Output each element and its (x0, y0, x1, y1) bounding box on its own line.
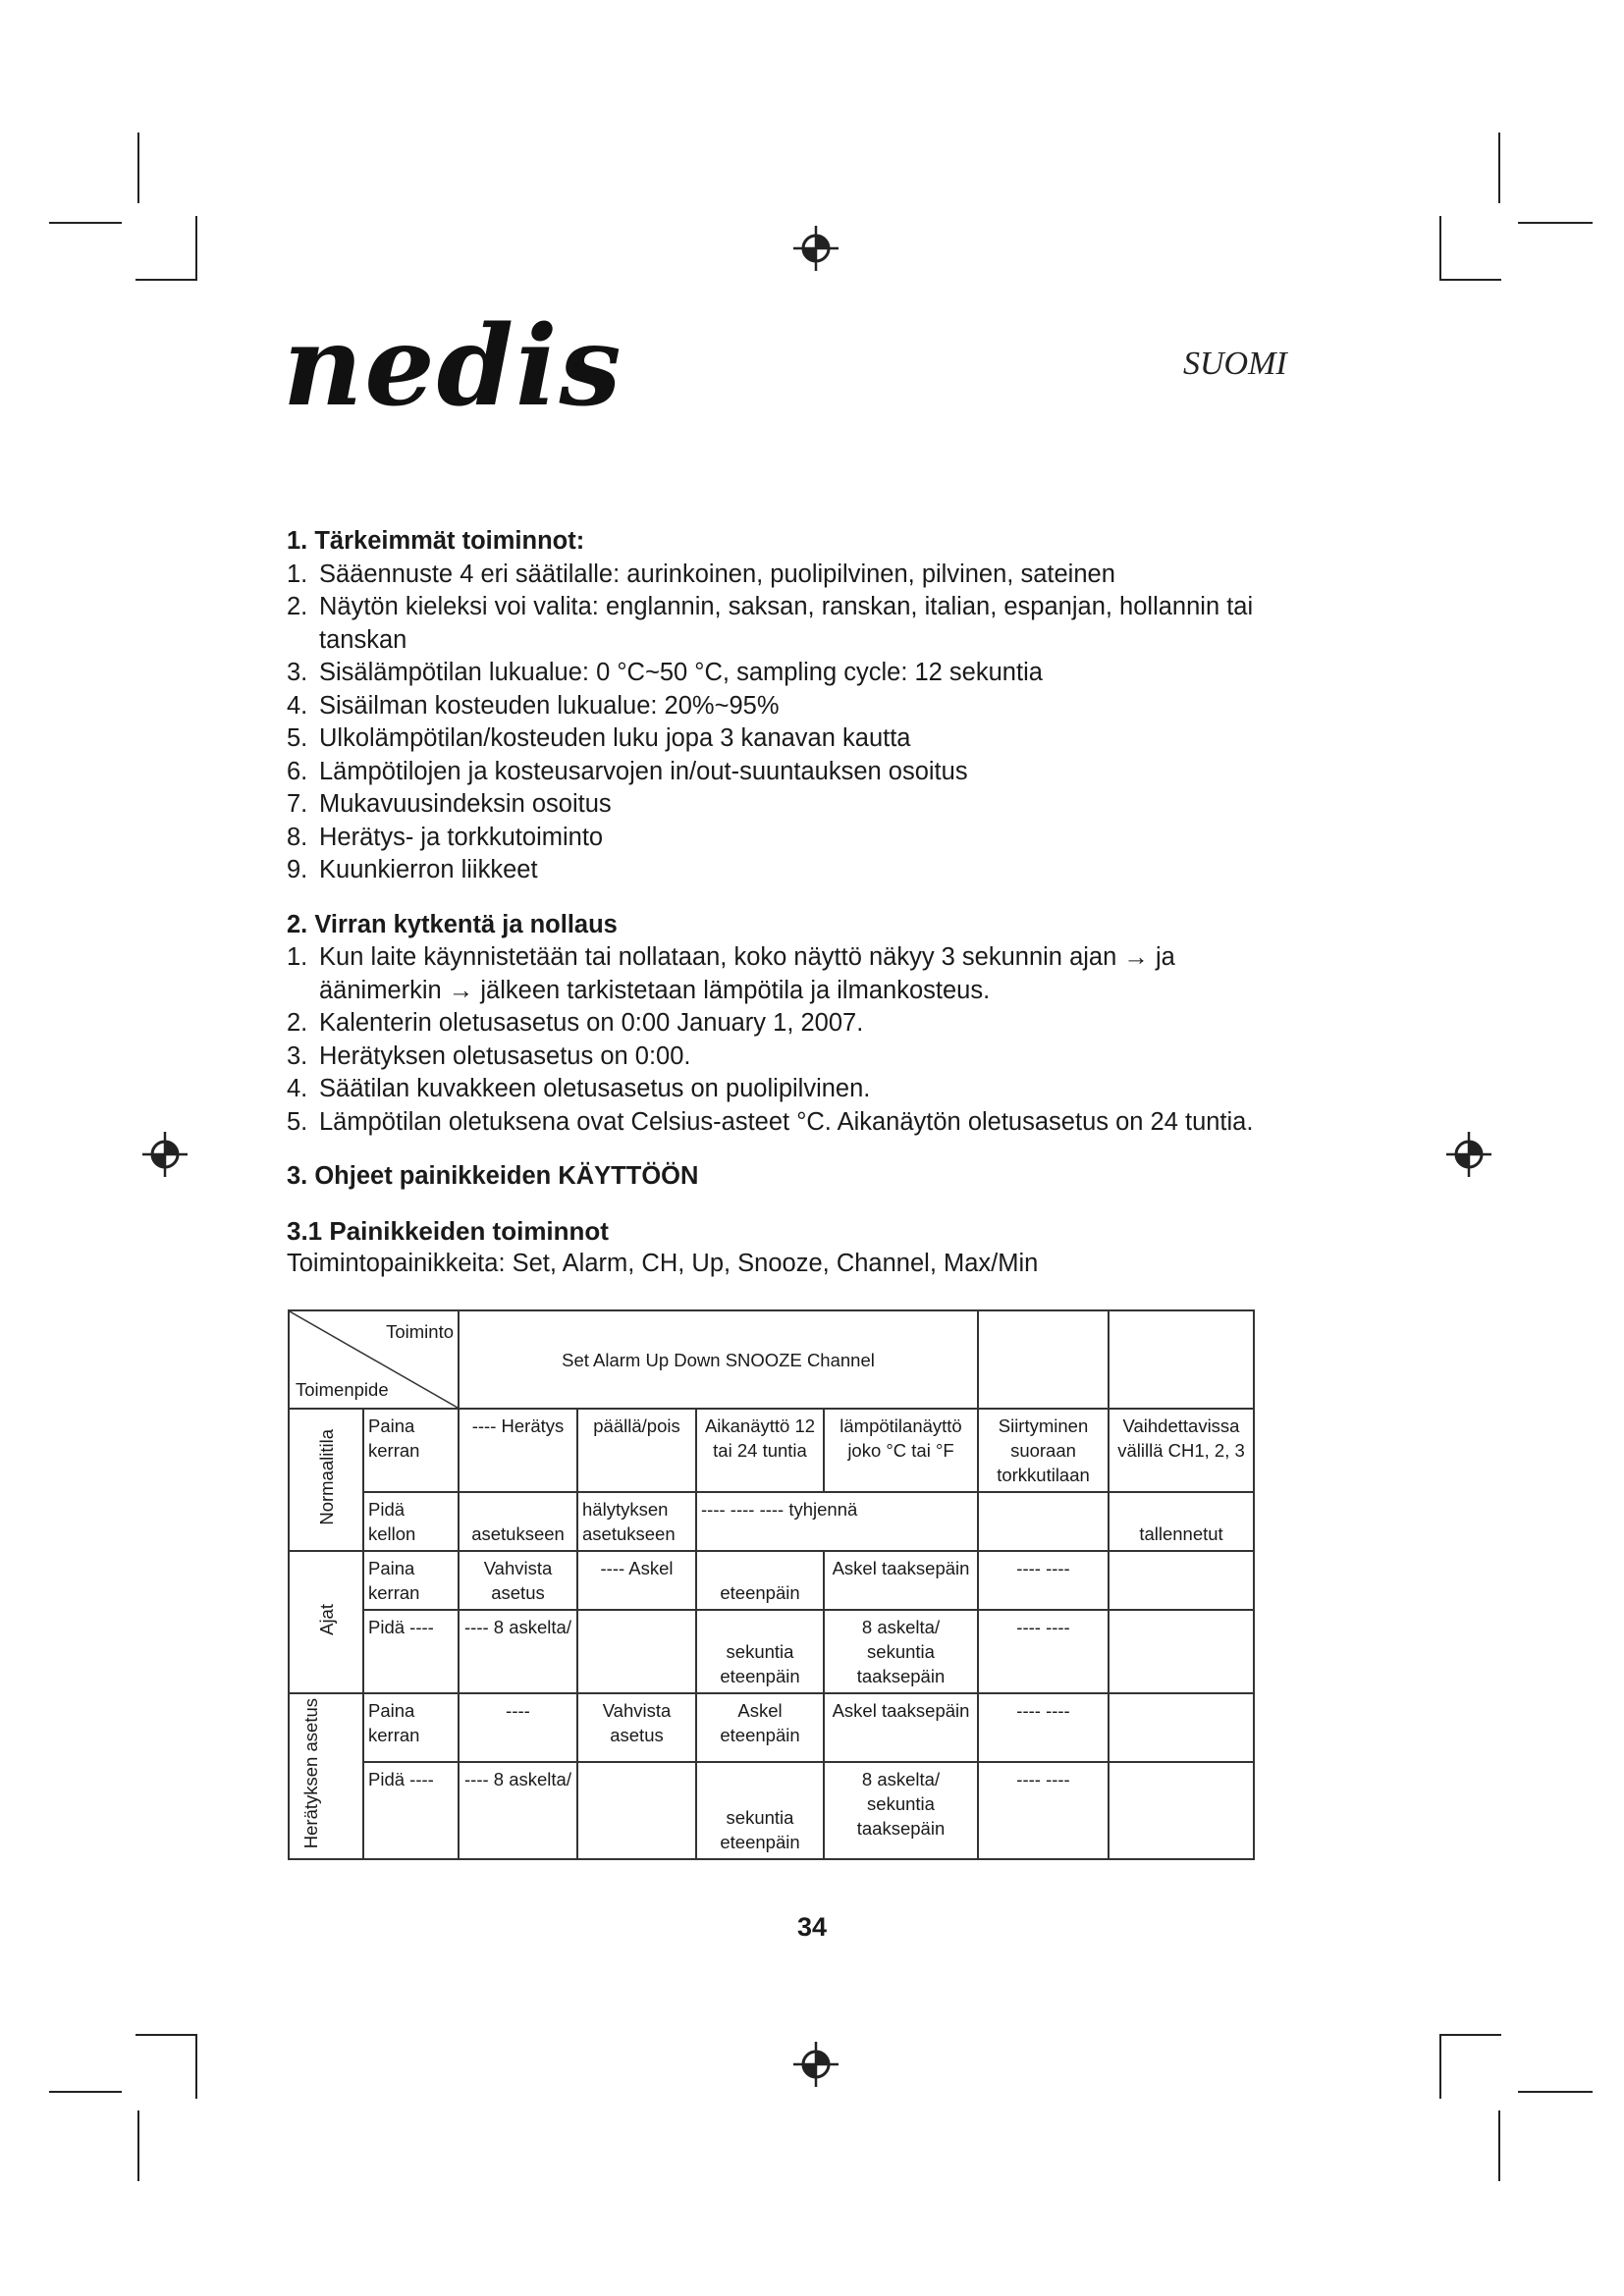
crop-mark (49, 2091, 122, 2093)
section-2-title: 2. Virran kytkentä ja nollaus (287, 910, 618, 938)
registration-mark-icon (140, 1130, 189, 1179)
crop-mark (137, 133, 139, 203)
section-1-list (287, 559, 1269, 887)
list-item: 5. Lämpötilan oletuksena ovat Celsius-asteet °C. Aikanäytön oletusasetus on 24 tuntia. (287, 1107, 1254, 1136)
crop-mark (1439, 2034, 1501, 2036)
table-cell (1109, 1762, 1254, 1859)
list-item: 8. Herätys- ja torkkutoiminto (287, 823, 604, 851)
group-label: Herätyksen asetus (289, 1693, 363, 1859)
list-item: 5. Ulkolämpötilan/kosteuden luku jopa 3 kanavan kautta (287, 724, 911, 752)
list-item: 3. Sisälämpötilan lukualue: 0 °C~50 °C, sampling cycle: 12 sekuntia (287, 659, 1043, 686)
table-cell: Askel taaksepäin (824, 1693, 978, 1762)
crop-mark (135, 2034, 197, 2036)
list-item: 2. Kalenterin oletusasetus on 0:00 January 1, 2007. (287, 1009, 864, 1037)
list-item: 2. Näytön kieleksi voi valita: englannin, saksan, ranskan, italian, espanjan, hollannin tai tanskan (287, 593, 1254, 654)
list-item: 4. Säätilan kuvakkeen oletusasetus on puolipilvinen. (287, 1075, 871, 1102)
page-number: 34 (796, 1912, 828, 1942)
table-cell: Vaihdettavissa välillä CH1, 2, 3 (1109, 1409, 1254, 1492)
table-cell: Siirtyminen suoraan torkkutilaan (978, 1409, 1109, 1492)
corner-top-label: Toiminto (386, 1321, 454, 1342)
list-item: 6. Lämpötilojen ja kosteusarvojen in/out-suuntauksen osoitus (287, 757, 968, 785)
table-cell: ---- ---- (978, 1693, 1109, 1762)
section-3-1-title: 3.1 Painikkeiden toiminnot (287, 1215, 609, 1246)
table-cell: Askel taaksepäin (824, 1551, 978, 1610)
group-label: Ajat (289, 1551, 363, 1693)
table-cell: sekuntia eteenpäin (696, 1762, 824, 1859)
list-item: 9. Kuunkierron liikkeet (287, 856, 538, 883)
table-cell: eteenpäin (696, 1551, 824, 1610)
table-cell: ---- ---- (978, 1762, 1109, 1859)
table-cell: tallennetut (1109, 1492, 1254, 1551)
list-item: 1. Kun laite käynnistetään tai nollataan, koko näyttö näkyy 3 sekunnin ajan → ja äänimerkin → jälkeen tarkistetaan lämpötila ja ilmankosteus. (287, 943, 1175, 1004)
section-2-list (287, 941, 1269, 1139)
header-buttons: Set Alarm Up Down SNOOZE Channel (459, 1310, 978, 1409)
table-cell (577, 1610, 696, 1693)
table-cell: ---- 8 askelta/ (459, 1610, 577, 1693)
table-cell: lämpötilanäyttö joko °C tai °F (824, 1409, 978, 1492)
action-cell: Pidä kellon (363, 1492, 459, 1551)
registration-mark-icon (791, 224, 840, 273)
table-cell: ---- 8 askelta/ (459, 1762, 577, 1859)
list-item: 3. Herätyksen oletusasetus on 0:00. (287, 1041, 691, 1070)
action-cell: Paina kerran (363, 1409, 459, 1492)
crop-mark (1498, 133, 1500, 203)
table-cell: hälytyksen asetukseen (577, 1492, 696, 1551)
table-cell: ---- ---- ---- tyhjennä (696, 1492, 978, 1551)
crop-mark (1498, 2110, 1500, 2181)
table-cell: Aikanäyttö 12 tai 24 tuntia (696, 1409, 824, 1492)
crop-mark (1518, 222, 1593, 224)
table-cell: ---- Herätys (459, 1409, 577, 1492)
list-item: 4. Sisäilman kosteuden lukualue: 20%~95% (287, 691, 780, 720)
crop-mark (137, 2110, 139, 2181)
table-corner-cell (289, 1310, 459, 1409)
table-cell: Vahvista asetus (459, 1551, 577, 1610)
table-cell: Askel eteenpäin (696, 1693, 824, 1762)
table-cell: asetukseen (459, 1492, 577, 1551)
page-content (287, 525, 1269, 1281)
buttons-line: Toimintopainikkeita: Set, Alarm, CH, Up, Snooze, Channel, Max/Min (287, 1250, 1039, 1277)
group-label: Normaalitila (289, 1409, 363, 1551)
table-cell (1109, 1551, 1254, 1610)
table-cell: päällä/pois (577, 1409, 696, 1492)
crop-mark (1439, 216, 1441, 281)
table-cell: ---- Askel (577, 1551, 696, 1610)
crop-mark (49, 222, 122, 224)
table-cell: 8 askelta/ sekuntia taaksepäin (824, 1610, 978, 1693)
language-label: SUOMI (1183, 346, 1287, 382)
action-cell: Paina kerran (363, 1693, 459, 1762)
list-item: 7. Mukavuusindeksin osoitus (287, 790, 612, 818)
section-3-title: 3. Ohjeet painikkeiden KÄYTTÖÖN (287, 1162, 699, 1190)
table-cell (978, 1492, 1109, 1551)
table-cell: ---- (459, 1693, 577, 1762)
button-functions-table (288, 1309, 1255, 1860)
crop-mark (195, 216, 197, 281)
crop-mark (1439, 279, 1501, 281)
table-cell: ---- ---- (978, 1610, 1109, 1693)
table-cell: 8 askelta/ sekuntia taaksepäin (824, 1762, 978, 1859)
section-1-title: 1. Tärkeimmät toiminnot: (287, 527, 585, 555)
crop-mark (1439, 2034, 1441, 2099)
action-cell: Pidä ---- (363, 1762, 459, 1859)
registration-mark-icon (1444, 1130, 1493, 1179)
table-cell (1109, 1310, 1254, 1409)
nedis-logo: nedis (283, 302, 623, 431)
table-cell (1109, 1693, 1254, 1762)
registration-mark-icon (791, 2040, 840, 2089)
action-cell: Pidä ---- (363, 1610, 459, 1693)
table-cell: sekuntia eteenpäin (696, 1610, 824, 1693)
crop-mark (1518, 2091, 1593, 2093)
table-cell (978, 1310, 1109, 1409)
corner-bottom-label: Toimenpide (296, 1379, 389, 1400)
list-item: 1. Sääennuste 4 eri säätilalle: aurinkoinen, puolipilvinen, pilvinen, sateinen (287, 560, 1115, 588)
crop-mark (135, 279, 197, 281)
crop-mark (195, 2034, 197, 2099)
table-cell (577, 1762, 696, 1859)
action-cell: Paina kerran (363, 1551, 459, 1610)
table-cell (1109, 1610, 1254, 1693)
table-cell: Vahvista asetus (577, 1693, 696, 1762)
table-cell: ---- ---- (978, 1551, 1109, 1610)
